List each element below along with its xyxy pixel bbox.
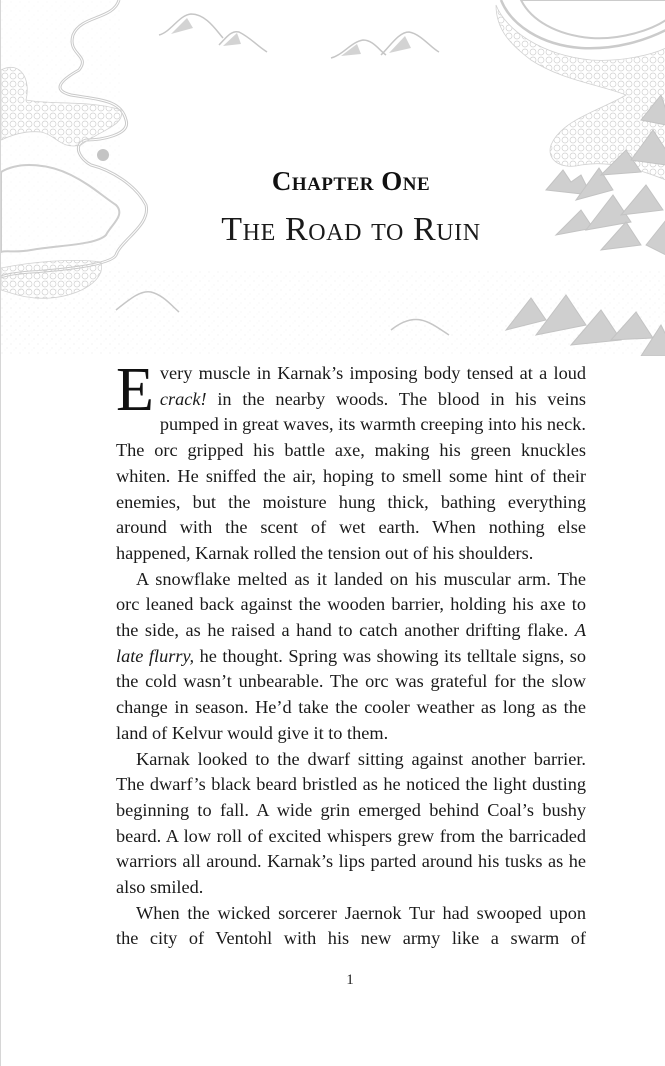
italic-text-run: A late flurry,: [116, 620, 586, 666]
paragraph: [116, 356, 586, 567]
text-run: in the nearby woods. The blood in his veins pumped in great waves, its warmth creeping into his neck. The orc gripped his battle axe, making his green knuckles whiten. He sniffed the air, hoping to smell some hint of their enemies, but the moisture hung thick, bathing everything around with the scent of wet earth. When nothing else happened, Karnak rolled the tension out of his shoulders.: [116, 388, 586, 563]
paragraph: [116, 901, 586, 952]
drop-cap: E: [116, 356, 154, 424]
text-run: he thought. Spring was showing its telltale signs, so the cold wasn’t unbearable. The orc was grateful for the slow change in season. He’d take the cooler weather as long as the land of Kelvur would give it to them.: [116, 645, 587, 743]
chapter-body: [116, 356, 587, 952]
text-run: very muscle in Karnak’s imposing body tensed at a loud: [159, 363, 586, 383]
text-run: Karnak looked to the dwarf sitting against another barrier. The dwarf’s black beard bristled as he noticed the light dusting beginning to fall. A wide grin emerged behind Coal’s bushy beard. A low roll of excited whispers grew from the barricaded warriors all around. Karnak’s lips parted around his tusks as he also smiled.: [116, 748, 586, 898]
chapter-title: The Road to Ruin: [221, 211, 481, 248]
text-run: When the wicked sorcerer Jaernok Tur had swooped upon the city of Ventohl with his new army like a swarm of: [116, 902, 586, 949]
chapter-number: Chapter One: [271, 166, 431, 196]
city-marker-icon: [97, 149, 109, 161]
paragraph: [116, 567, 586, 747]
lake-icon: [521, 0, 665, 38]
paragraph: [116, 747, 586, 901]
page-number: 1: [346, 972, 354, 988]
text-run: A snowflake melted as it landed on his muscular arm. The orc leaned back against the wooden barrier, holding his axe to the side, as he raised a hand to catch another drifting flake.: [116, 568, 586, 641]
italic-text-run: crack!: [159, 388, 207, 409]
mountain-icon: [171, 18, 411, 56]
